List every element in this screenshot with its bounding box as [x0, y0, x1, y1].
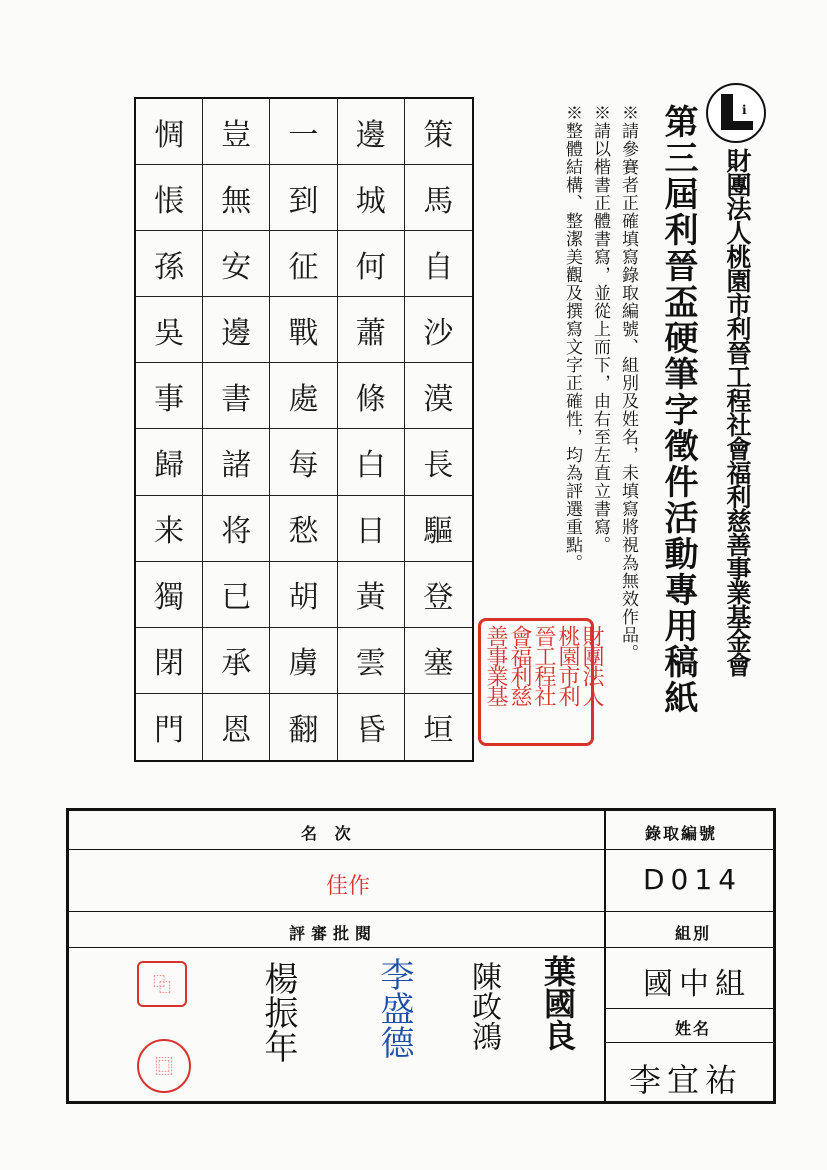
group-label: 組別 [675, 924, 712, 943]
grid-cell: 條 [338, 363, 405, 429]
grid-cell: 恩 [203, 694, 270, 760]
foundation-name: 財團法人桃園市利晉工程社會福利慈善事業基金會 [723, 148, 752, 676]
grid-cell: 登 [405, 562, 472, 628]
grid-cell: 書 [203, 363, 270, 429]
grid-cell: 漠 [405, 363, 472, 429]
judge-stamp-1: ⿻ [137, 961, 187, 1007]
grid-cell: 門 [136, 694, 203, 760]
group-value: 國中組 [643, 967, 751, 1002]
grid-cell: 歸 [136, 429, 203, 495]
grid-cell: 惆 [136, 99, 203, 165]
grid-cell: 邊 [338, 99, 405, 165]
foundation-seal: 財團法人 桃園市利 晉工程社 會福利慈 善事業基 [478, 618, 594, 746]
grid-cell: 長 [405, 429, 472, 495]
grid-cell: 翻 [270, 694, 337, 760]
grid-cell: 虜 [270, 628, 337, 694]
grid-cell: 承 [203, 628, 270, 694]
grid-cell: 自 [405, 231, 472, 297]
grid-cell: 驅 [405, 496, 472, 562]
judge-signature-2: 李盛德 [374, 957, 414, 1059]
page-title: 第三屆利晉盃硬筆字徵件活動專用稿紙 [658, 104, 698, 716]
grid-cell: 豈 [203, 99, 270, 165]
grid-cell: 将 [203, 496, 270, 562]
admission-value: D014 [643, 863, 743, 896]
note-1: ※請參賽者正確填寫錄取編號、組別及姓名，未填寫將視為無效作品。 [618, 104, 638, 662]
judge-signature-3: 陳政鴻 [466, 961, 501, 1051]
grid-cell: 已 [203, 562, 270, 628]
grid-cell: 城 [338, 165, 405, 231]
grid-cell: 一 [270, 99, 337, 165]
grid-cell: 昏 [338, 694, 405, 760]
grid-cell: 何 [338, 231, 405, 297]
grid-cell: 事 [136, 363, 203, 429]
grid-cell: 處 [270, 363, 337, 429]
review-label: 評審批閱 [289, 924, 378, 943]
grid-cell: 垣 [423, 712, 454, 748]
grid-cell: 戰 [270, 297, 337, 363]
admission-label: 錄取編號 [645, 824, 718, 843]
grid-cell: 征 [270, 231, 337, 297]
note-2: ※請以楷書正體書寫，並從上而下，由右至左直立書寫。 [590, 104, 610, 554]
grid-cell: 悵 [136, 165, 203, 231]
grid-cell: 日 [338, 496, 405, 562]
grid-cell: 沙 [405, 297, 472, 363]
grid-cell: 邊 [203, 297, 270, 363]
rank-value: 佳作 [326, 874, 371, 899]
grid-cell: 胡 [270, 562, 337, 628]
grid-cell: 每 [270, 429, 337, 495]
grid-cell: 吳 [136, 297, 203, 363]
grid-cell: 塞 [405, 628, 472, 694]
judge-signature-4: 葉國良 [539, 955, 577, 1051]
grid-cell: 諸 [203, 429, 270, 495]
grid-cell: 到 [270, 165, 337, 231]
calligraphy-grid [134, 97, 474, 762]
grid-cell: 白 [338, 429, 405, 495]
name-value: 李宜祐 [629, 1061, 744, 1099]
note-3: ※整體結構、整潔美觀及撰寫文字正確性，均為評選重點。 [562, 104, 582, 572]
grid-cell: 閉 [136, 628, 203, 694]
grid-cell: 獨 [136, 562, 203, 628]
judge-stamp-2: ⿴ [137, 1039, 191, 1093]
info-table [66, 808, 776, 1104]
rank-label: 名 次 [301, 824, 357, 843]
grid-cell: 安 [203, 231, 270, 297]
grid-cell: 蕭 [338, 297, 405, 363]
grid-cell: 無 [203, 165, 270, 231]
grid-cell: 馬 [405, 165, 472, 231]
foundation-logo: i [706, 83, 766, 143]
name-label: 姓名 [675, 1019, 712, 1038]
grid-cell: 愁 [270, 496, 337, 562]
grid-cell: 黃 [338, 562, 405, 628]
grid-cell: 雲 [338, 628, 405, 694]
grid-cell: 策 [405, 99, 472, 165]
judge-signature-1: 楊振年 [258, 961, 298, 1063]
grid-cell: 来 [136, 496, 203, 562]
grid-cell: 孫 [136, 231, 203, 297]
